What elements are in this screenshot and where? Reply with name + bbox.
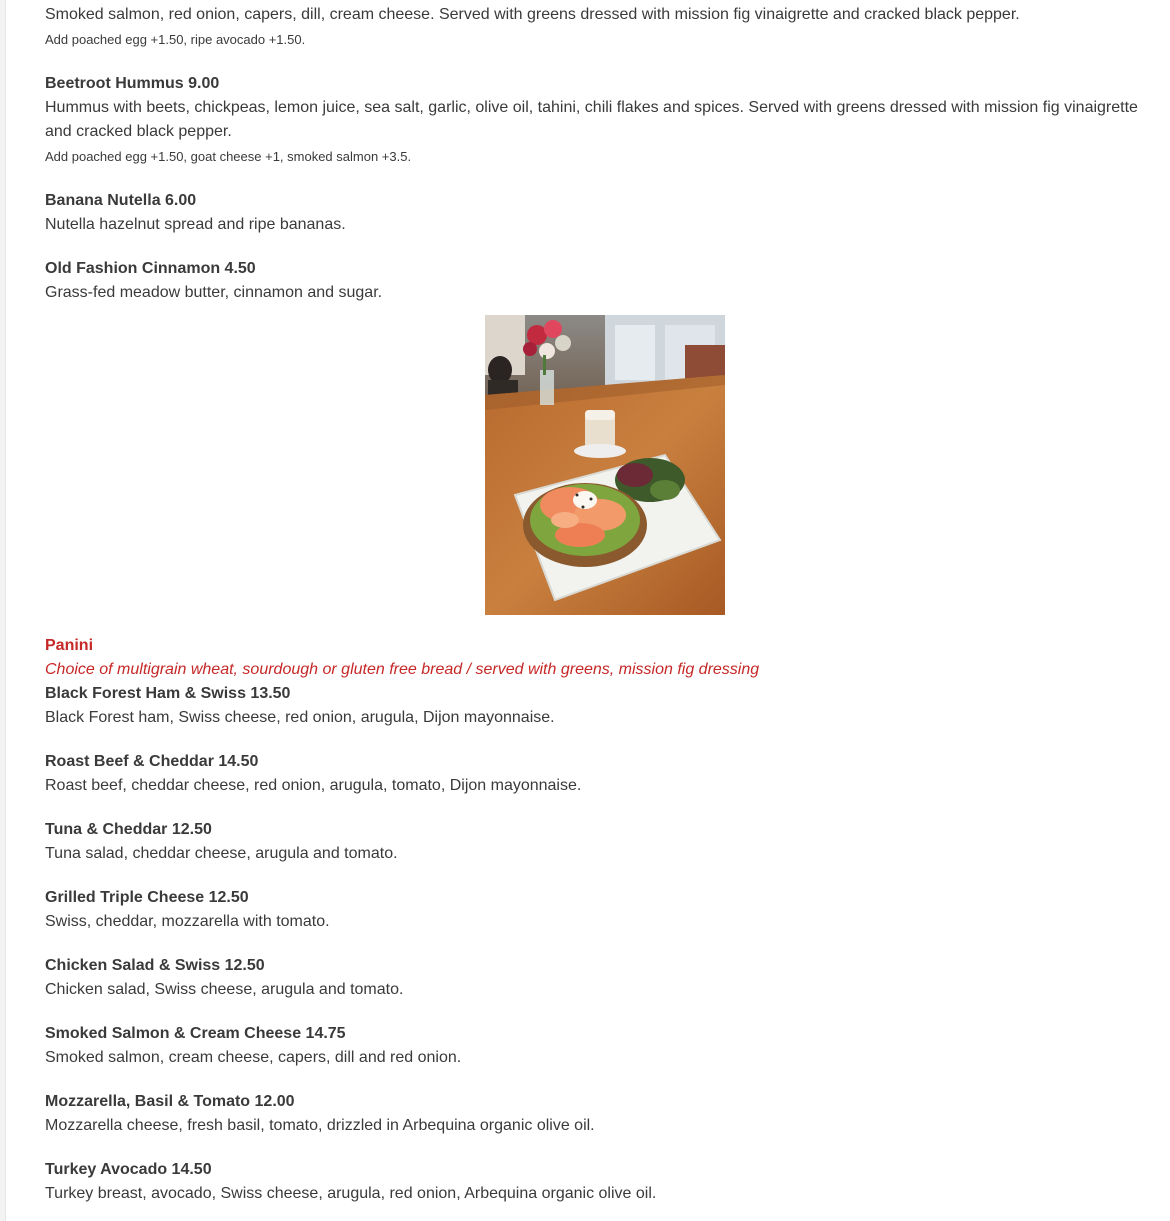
item-title: Banana Nutella 6.00 [45, 192, 197, 209]
menu-item [45, 1158, 1150, 1206]
item-description: Mozzarella cheese, fresh basil, tomato, drizzled in Arbequina organic olive oil. [45, 1117, 595, 1134]
item-title: Roast Beef & Cheddar 14.50 [45, 753, 259, 770]
item-title: Beetroot Hummus 9.00 [45, 75, 220, 92]
menu-item [45, 1090, 1150, 1138]
section-title-panini: Panini [45, 637, 94, 654]
item-description: Hummus with beets, chickpeas, lemon juice, sea salt, garlic, olive oil, tahini, chili flakes and spices. Served with greens dressed with mission fig vinaigrette and cracked black pepper. [45, 99, 1138, 140]
menu-item [45, 682, 1150, 730]
item-description: Turkey breast, avocado, Swiss cheese, arugula, red onion, Arbequina organic olive oil. [45, 1185, 657, 1202]
item-description: Swiss, cheddar, mozzarella with tomato. [45, 913, 330, 930]
item-title: Grilled Triple Cheese 12.50 [45, 889, 249, 906]
item-addons: Add poached egg +1.50, ripe avocado +1.50. [45, 32, 306, 47]
menu-item [45, 72, 1150, 169]
item-title: Black Forest Ham & Swiss 13.50 [45, 685, 291, 702]
item-description: Nutella hazelnut spread and ripe bananas. [45, 216, 346, 233]
item-title: Chicken Salad & Swiss 12.50 [45, 957, 265, 974]
menu-item-smoked-salmon-toast [45, 3, 1150, 52]
food-photo-container [45, 315, 1150, 615]
item-description: Grass-fed meadow butter, cinnamon and sugar. [45, 284, 383, 301]
item-addons: Add poached egg +1.50, goat cheese +1, smoked salmon +3.5. [45, 149, 412, 164]
menu-item [45, 818, 1150, 866]
item-description: Chicken salad, Swiss cheese, arugula and tomato. [45, 981, 404, 998]
item-description: Smoked salmon, cream cheese, capers, dill and red onion. [45, 1049, 462, 1066]
menu-item [45, 886, 1150, 934]
item-title: Tuna & Cheddar 12.50 [45, 821, 212, 838]
item-description: Smoked salmon, red onion, capers, dill, cream cheese. Served with greens dressed with mission fig vinaigrette and cracked black pepper. [45, 6, 1020, 23]
item-description: Tuna salad, cheddar cheese, arugula and tomato. [45, 845, 398, 862]
salmon-toast-photo [485, 315, 725, 615]
menu-item [45, 257, 1150, 305]
item-title: Smoked Salmon & Cream Cheese 14.75 [45, 1025, 346, 1042]
item-title: Old Fashion Cinnamon 4.50 [45, 260, 256, 277]
page-left-border [0, 0, 6, 1221]
section-subtitle-panini: Choice of multigrain wheat, sourdough or gluten free bread / served with greens, mission fig dressing [45, 661, 760, 678]
menu-item [45, 189, 1150, 237]
item-description: Black Forest ham, Swiss cheese, red onion, arugula, Dijon mayonnaise. [45, 709, 555, 726]
item-title: Turkey Avocado 14.50 [45, 1161, 212, 1178]
menu-content [45, 3, 1150, 1206]
item-description: Roast beef, cheddar cheese, red onion, arugula, tomato, Dijon mayonnaise. [45, 777, 582, 794]
menu-item [45, 1022, 1150, 1070]
menu-item [45, 954, 1150, 1002]
menu-item [45, 750, 1150, 798]
item-title: Mozzarella, Basil & Tomato 12.00 [45, 1093, 295, 1110]
